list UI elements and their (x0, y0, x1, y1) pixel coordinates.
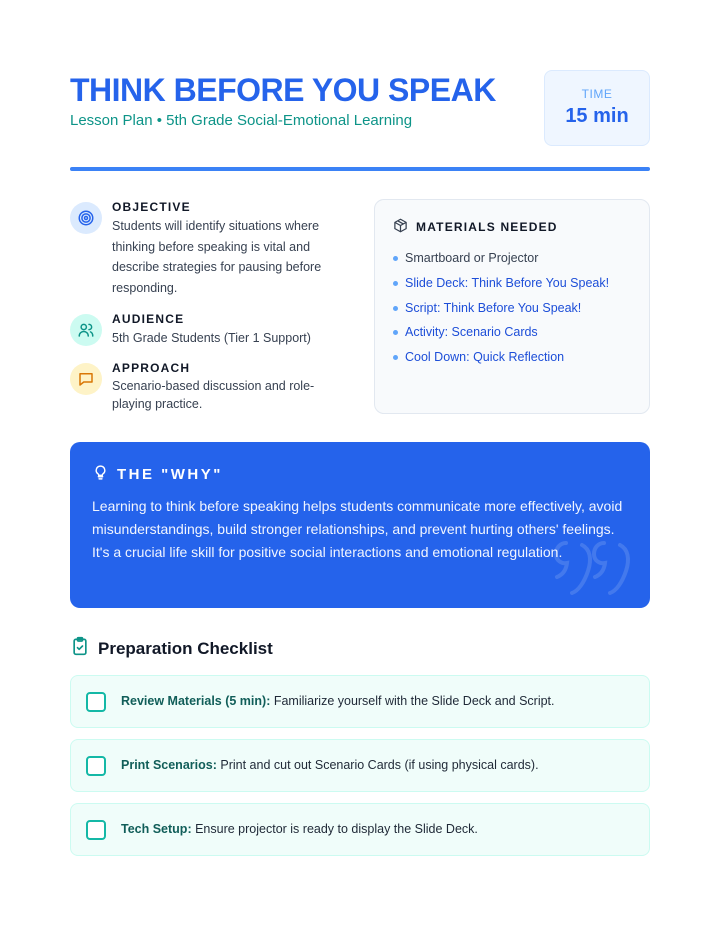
why-card (70, 442, 650, 608)
clipboard-check-icon (70, 636, 90, 661)
users-icon (70, 314, 102, 346)
checklist-item-text (121, 820, 478, 838)
time-value: 15 min (565, 105, 629, 127)
lightbulb-icon (92, 464, 109, 485)
materials-heading: MATERIALS NEEDED (416, 220, 558, 234)
checkbox[interactable] (86, 692, 106, 712)
materials-card (374, 199, 650, 414)
checklist (70, 675, 650, 867)
lesson-info (70, 198, 350, 413)
checklist-heading: Preparation Checklist (98, 638, 273, 658)
quote-icon (552, 533, 632, 608)
checklist-item (70, 803, 650, 856)
material-link-cool-down[interactable]: Cool Down: Quick Reflection (393, 349, 631, 365)
target-icon (70, 202, 102, 234)
objective-text: Students will identify situations where thinking before speaking is vital and describe strategies for pausing before responding. (112, 219, 322, 295)
checklist-item-description: Ensure projector is ready to display the Slide Deck. (195, 822, 478, 836)
material-item: Smartboard or Projector (393, 250, 631, 266)
materials-header (393, 218, 631, 236)
checklist-item-label: Print Scenarios: (121, 758, 217, 772)
checklist-item-label: Tech Setup: (121, 822, 192, 836)
page-title: THINK BEFORE YOU SPEAK (70, 72, 496, 108)
checklist-item-description: Familiarize yourself with the Slide Deck and Script. (273, 694, 555, 708)
approach-text: Scenario-based discussion and role-playing practice. (112, 379, 315, 411)
checklist-item-description: Print and cut out Scenario Cards (if using physical cards). (220, 758, 539, 772)
checkbox[interactable] (86, 756, 106, 776)
page-subtitle: Lesson Plan • 5th Grade Social-Emotional Learning (70, 112, 413, 129)
checklist-item-text (121, 756, 539, 774)
objective-section (70, 198, 350, 310)
audience-text: 5th Grade Students (Tier 1 Support) (112, 331, 311, 345)
header (70, 70, 650, 150)
why-header (92, 464, 628, 485)
material-link-scenario-cards[interactable]: Activity: Scenario Cards (393, 324, 631, 340)
audience-section (70, 310, 350, 359)
checkbox[interactable] (86, 820, 106, 840)
materials-list (393, 250, 631, 365)
why-heading: THE "WHY" (117, 466, 223, 483)
time-badge (544, 70, 650, 146)
message-icon (70, 363, 102, 395)
why-text: Learning to think before speaking helps students communicate more effectively, avoid misunderstandings, build stronger relationships, and prevent hurting others' feelings. It's a crucial life skill for positive social interactions and emotional regulation. (92, 498, 623, 560)
package-icon (393, 218, 408, 236)
checklist-item-text (121, 692, 555, 710)
approach-heading: APPROACH (112, 361, 191, 375)
checklist-header (70, 636, 273, 661)
material-link-script[interactable]: Script: Think Before You Speak! (393, 300, 631, 316)
material-link-slide-deck[interactable]: Slide Deck: Think Before You Speak! (393, 275, 631, 291)
objective-heading: OBJECTIVE (112, 200, 191, 214)
header-divider (70, 167, 650, 171)
audience-heading: AUDIENCE (112, 312, 185, 326)
checklist-item-label: Review Materials (5 min): (121, 694, 271, 708)
approach-section (70, 359, 350, 413)
checklist-item (70, 675, 650, 728)
checklist-item (70, 739, 650, 792)
time-label: TIME (581, 87, 613, 101)
